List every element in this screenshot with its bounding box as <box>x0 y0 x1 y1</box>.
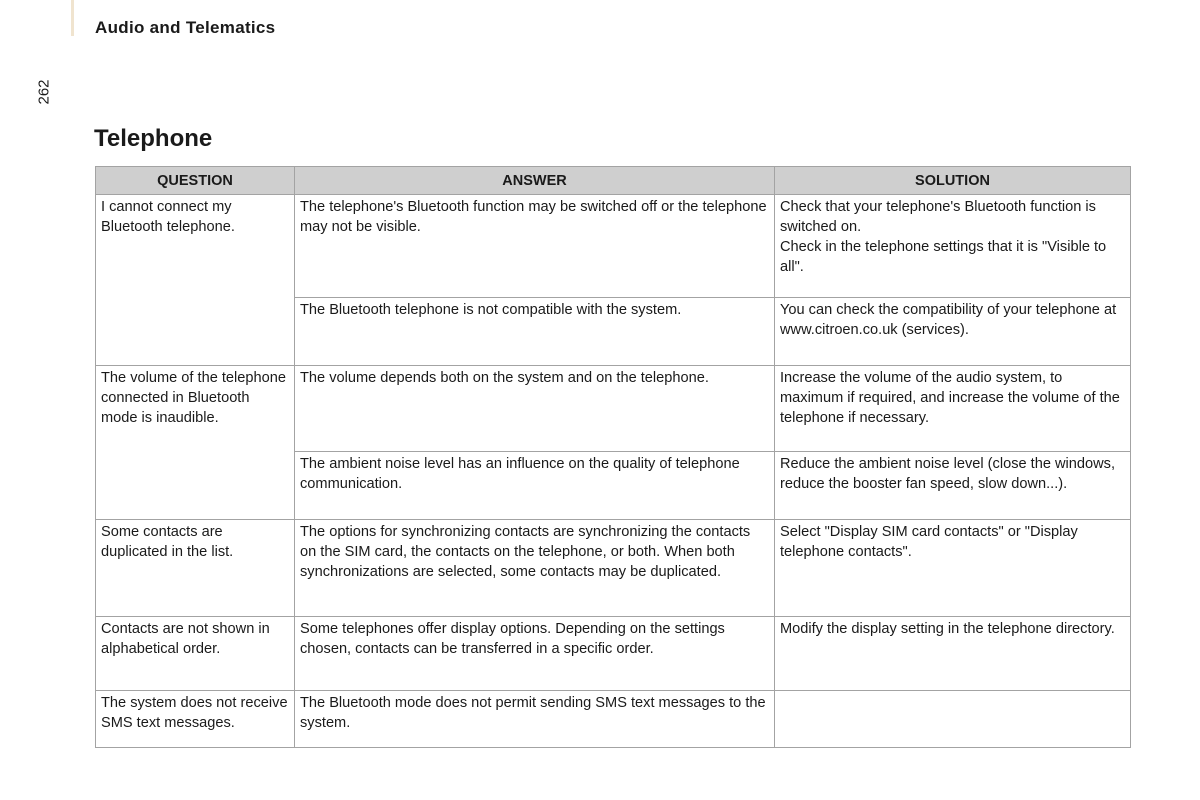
question-cell: The system does not receive SMS text messages. <box>96 691 295 748</box>
section-header: Audio and Telematics <box>95 18 276 37</box>
page-title: Telephone <box>94 125 213 152</box>
solution-cell <box>775 366 1131 452</box>
solution-cell <box>775 691 1131 748</box>
table-row <box>96 617 1131 691</box>
question-cell: I cannot connect my Bluetooth telephone. <box>96 195 295 366</box>
answer-cell: The volume depends both on the system and on the telephone. <box>295 366 775 452</box>
question-cell: Contacts are not shown in alphabetical order. <box>96 617 295 691</box>
answer-cell: The telephone's Bluetooth function may be switched off or the telephone may not be visible. <box>295 195 775 298</box>
side-rule <box>71 0 74 36</box>
answer-cell: The options for synchronizing contacts are synchronizing the contacts on the SIM card, the contacts on the telephone, or both. When both synchronizations are selected, some contacts may be duplicated. <box>295 520 775 617</box>
solution-cell <box>775 195 1131 298</box>
solution-cell <box>775 520 1131 617</box>
solution-line: Modify the display setting in the telephone directory. <box>780 621 1115 637</box>
solution-cell <box>775 617 1131 691</box>
solution-line: Check in the telephone settings that it is "Visible to all". <box>780 239 1107 275</box>
solution-line: You can check the compatibility of your telephone at www.citroen.co.uk (services). <box>780 302 1117 338</box>
question-cell: The volume of the telephone connected in Bluetooth mode is inaudible. <box>96 366 295 520</box>
solution-line: Check that your telephone's Bluetooth function is switched on. <box>780 199 1096 235</box>
table-header-row <box>96 167 1131 195</box>
table-row <box>96 691 1131 748</box>
solution-cell <box>775 298 1131 366</box>
page-number: 262 <box>35 79 53 105</box>
question-cell: Some contacts are duplicated in the list. <box>96 520 295 617</box>
column-header-answer: ANSWER <box>295 167 775 195</box>
solution-line: Reduce the ambient noise level (close the windows, reduce the booster fan speed, slow down...). <box>780 456 1116 492</box>
troubleshooting-table <box>95 166 1131 748</box>
solution-cell <box>775 452 1131 520</box>
column-header-solution: SOLUTION <box>775 167 1131 195</box>
table-row <box>96 195 1131 298</box>
column-header-question: QUESTION <box>96 167 295 195</box>
answer-cell: Some telephones offer display options. Depending on the settings chosen, contacts can be transferred in a specific order. <box>295 617 775 691</box>
answer-cell: The Bluetooth telephone is not compatible with the system. <box>295 298 775 366</box>
table-row <box>96 520 1131 617</box>
solution-line: Increase the volume of the audio system, to maximum if required, and increase the volume of the telephone if necessary. <box>780 370 1120 426</box>
table-row <box>96 366 1131 452</box>
solution-line: Select "Display SIM card contacts" or "Display telephone contacts". <box>780 524 1078 560</box>
answer-cell: The ambient noise level has an influence on the quality of telephone communication. <box>295 452 775 520</box>
answer-cell: The Bluetooth mode does not permit sending SMS text messages to the system. <box>295 691 775 748</box>
